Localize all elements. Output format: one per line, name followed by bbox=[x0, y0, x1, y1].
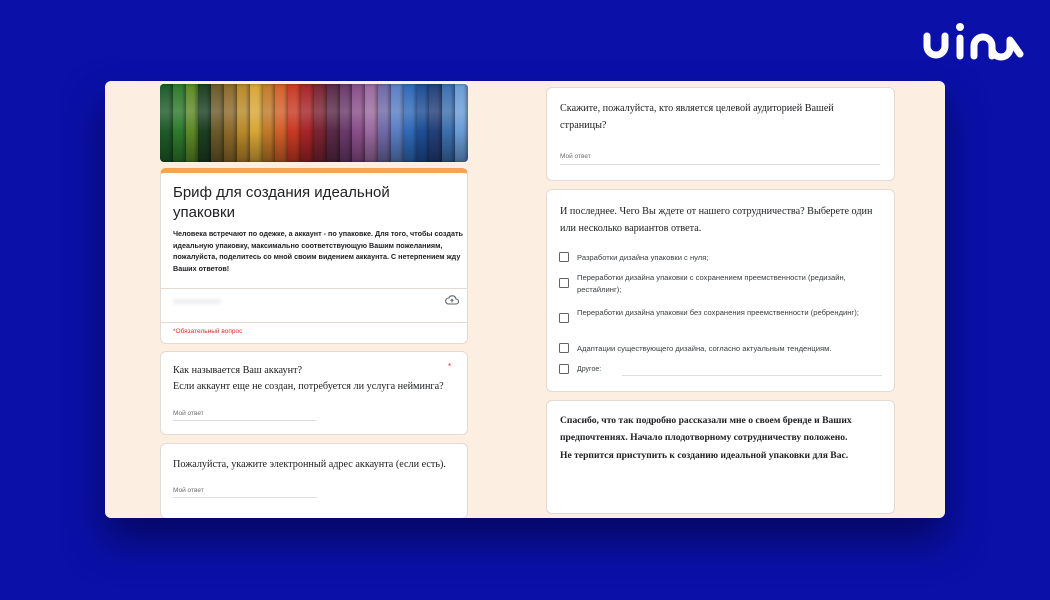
form-description: Человека встречают по одежке, а аккаунт - по упаковке. Для того, чтобы создать идеальную упаковку, максимально соответствующую Вашим пожеланиям, пожалуйста, поделитесь со мной своим видением аккаунта. С нетерпением жду Ваших ответов! bbox=[173, 229, 463, 273]
yarn-stripe bbox=[314, 84, 327, 162]
checkbox[interactable] bbox=[559, 364, 569, 374]
option-redesign[interactable] bbox=[559, 272, 877, 296]
option-design-from-scratch[interactable] bbox=[559, 252, 877, 264]
checkbox[interactable] bbox=[559, 313, 569, 323]
form-screenshot-panel bbox=[105, 81, 945, 518]
option-label: Другое: bbox=[577, 366, 602, 373]
thanks-card bbox=[546, 400, 895, 514]
answer-placeholder: Мой ответ bbox=[173, 487, 204, 494]
required-star: * bbox=[448, 362, 452, 371]
form-title: Бриф для создания идеальной упаковки bbox=[173, 184, 390, 221]
account-email-blurred bbox=[173, 299, 221, 304]
logo-dot bbox=[956, 23, 964, 31]
question-text: Пожалуйста, укажите электронный адрес аккаунта (если есть). bbox=[173, 459, 446, 470]
yarn-stripe bbox=[301, 84, 314, 162]
divider bbox=[161, 322, 467, 323]
question-card-audience bbox=[546, 87, 895, 181]
question-card-email bbox=[160, 443, 468, 518]
yarn-stripe bbox=[340, 84, 353, 162]
answer-input[interactable] bbox=[560, 164, 880, 165]
yarn-stripe bbox=[237, 84, 250, 162]
form-title-card bbox=[160, 168, 468, 344]
question-card-account-name bbox=[160, 351, 468, 435]
option-rebranding[interactable] bbox=[559, 307, 877, 323]
option-label: Разработки дизайна упаковки с нуля; bbox=[577, 253, 709, 262]
yarn-stripe bbox=[404, 84, 417, 162]
yarn-stripe bbox=[378, 84, 391, 162]
checkbox[interactable] bbox=[559, 278, 569, 288]
answer-placeholder: Мой ответ bbox=[560, 153, 591, 160]
yarn-stripe bbox=[275, 84, 288, 162]
header-banner-image bbox=[160, 84, 468, 162]
yarn-stripe bbox=[429, 84, 442, 162]
question-text: И последнее. Чего Вы ждете от нашего сотрудничества? Выберете один или несколько вариантов ответа. bbox=[560, 206, 873, 234]
yarn-stripe bbox=[211, 84, 224, 162]
option-label: Адаптации существующего дизайна, согласно актуальным тенденциям. bbox=[577, 344, 832, 353]
yarn-stripe bbox=[160, 84, 173, 162]
yarn-stripe bbox=[250, 84, 263, 162]
question-card-expectations bbox=[546, 189, 895, 392]
question-text: Как называется Ваш аккаунт? Если аккаунт еще не создан, потребуется ли услуга нейминга? bbox=[173, 365, 444, 392]
cloud-save-icon[interactable] bbox=[445, 294, 459, 306]
option-label: Переработки дизайна упаковки без сохранения преемственности (ребрендинг); bbox=[577, 308, 859, 317]
yarn-stripe bbox=[365, 84, 378, 162]
required-note: *Обязательный вопрос bbox=[173, 328, 243, 335]
yarn-stripe bbox=[442, 84, 455, 162]
yarn-stripe bbox=[327, 84, 340, 162]
yarn-stripe bbox=[224, 84, 237, 162]
uin-logo bbox=[922, 22, 1026, 62]
yarn-stripe bbox=[198, 84, 211, 162]
yarn-stripe bbox=[173, 84, 186, 162]
yarn-stripe bbox=[391, 84, 404, 162]
checkbox[interactable] bbox=[559, 343, 569, 353]
answer-input[interactable] bbox=[173, 497, 317, 498]
yarn-stripe bbox=[263, 84, 276, 162]
option-label: Переработки дизайна упаковки с сохранением преемственности (редизайн, рестайлинг); bbox=[577, 273, 846, 294]
other-input[interactable] bbox=[622, 375, 882, 376]
yarn-stripe bbox=[352, 84, 365, 162]
option-other[interactable] bbox=[559, 364, 601, 376]
thanks-text: Спасибо, что так подробно рассказали мне о своем бренде и Ваших предпочтениях. Начало плодотворному сотрудничеству положено. Не терпится приступить к созданию идеальной упаковки для Вас. bbox=[560, 415, 852, 461]
yarn-stripe bbox=[288, 84, 301, 162]
option-adaptation[interactable] bbox=[559, 343, 877, 355]
question-text: Скажите, пожалуйста, кто является целевой аудиторией Вашей страницы? bbox=[560, 103, 834, 131]
checkbox[interactable] bbox=[559, 252, 569, 262]
yarn-stripe bbox=[455, 84, 468, 162]
yarn-stripe bbox=[417, 84, 430, 162]
divider bbox=[161, 288, 467, 289]
answer-input[interactable] bbox=[173, 420, 317, 421]
yarn-stripe bbox=[186, 84, 199, 162]
answer-placeholder: Мой ответ bbox=[173, 410, 204, 417]
